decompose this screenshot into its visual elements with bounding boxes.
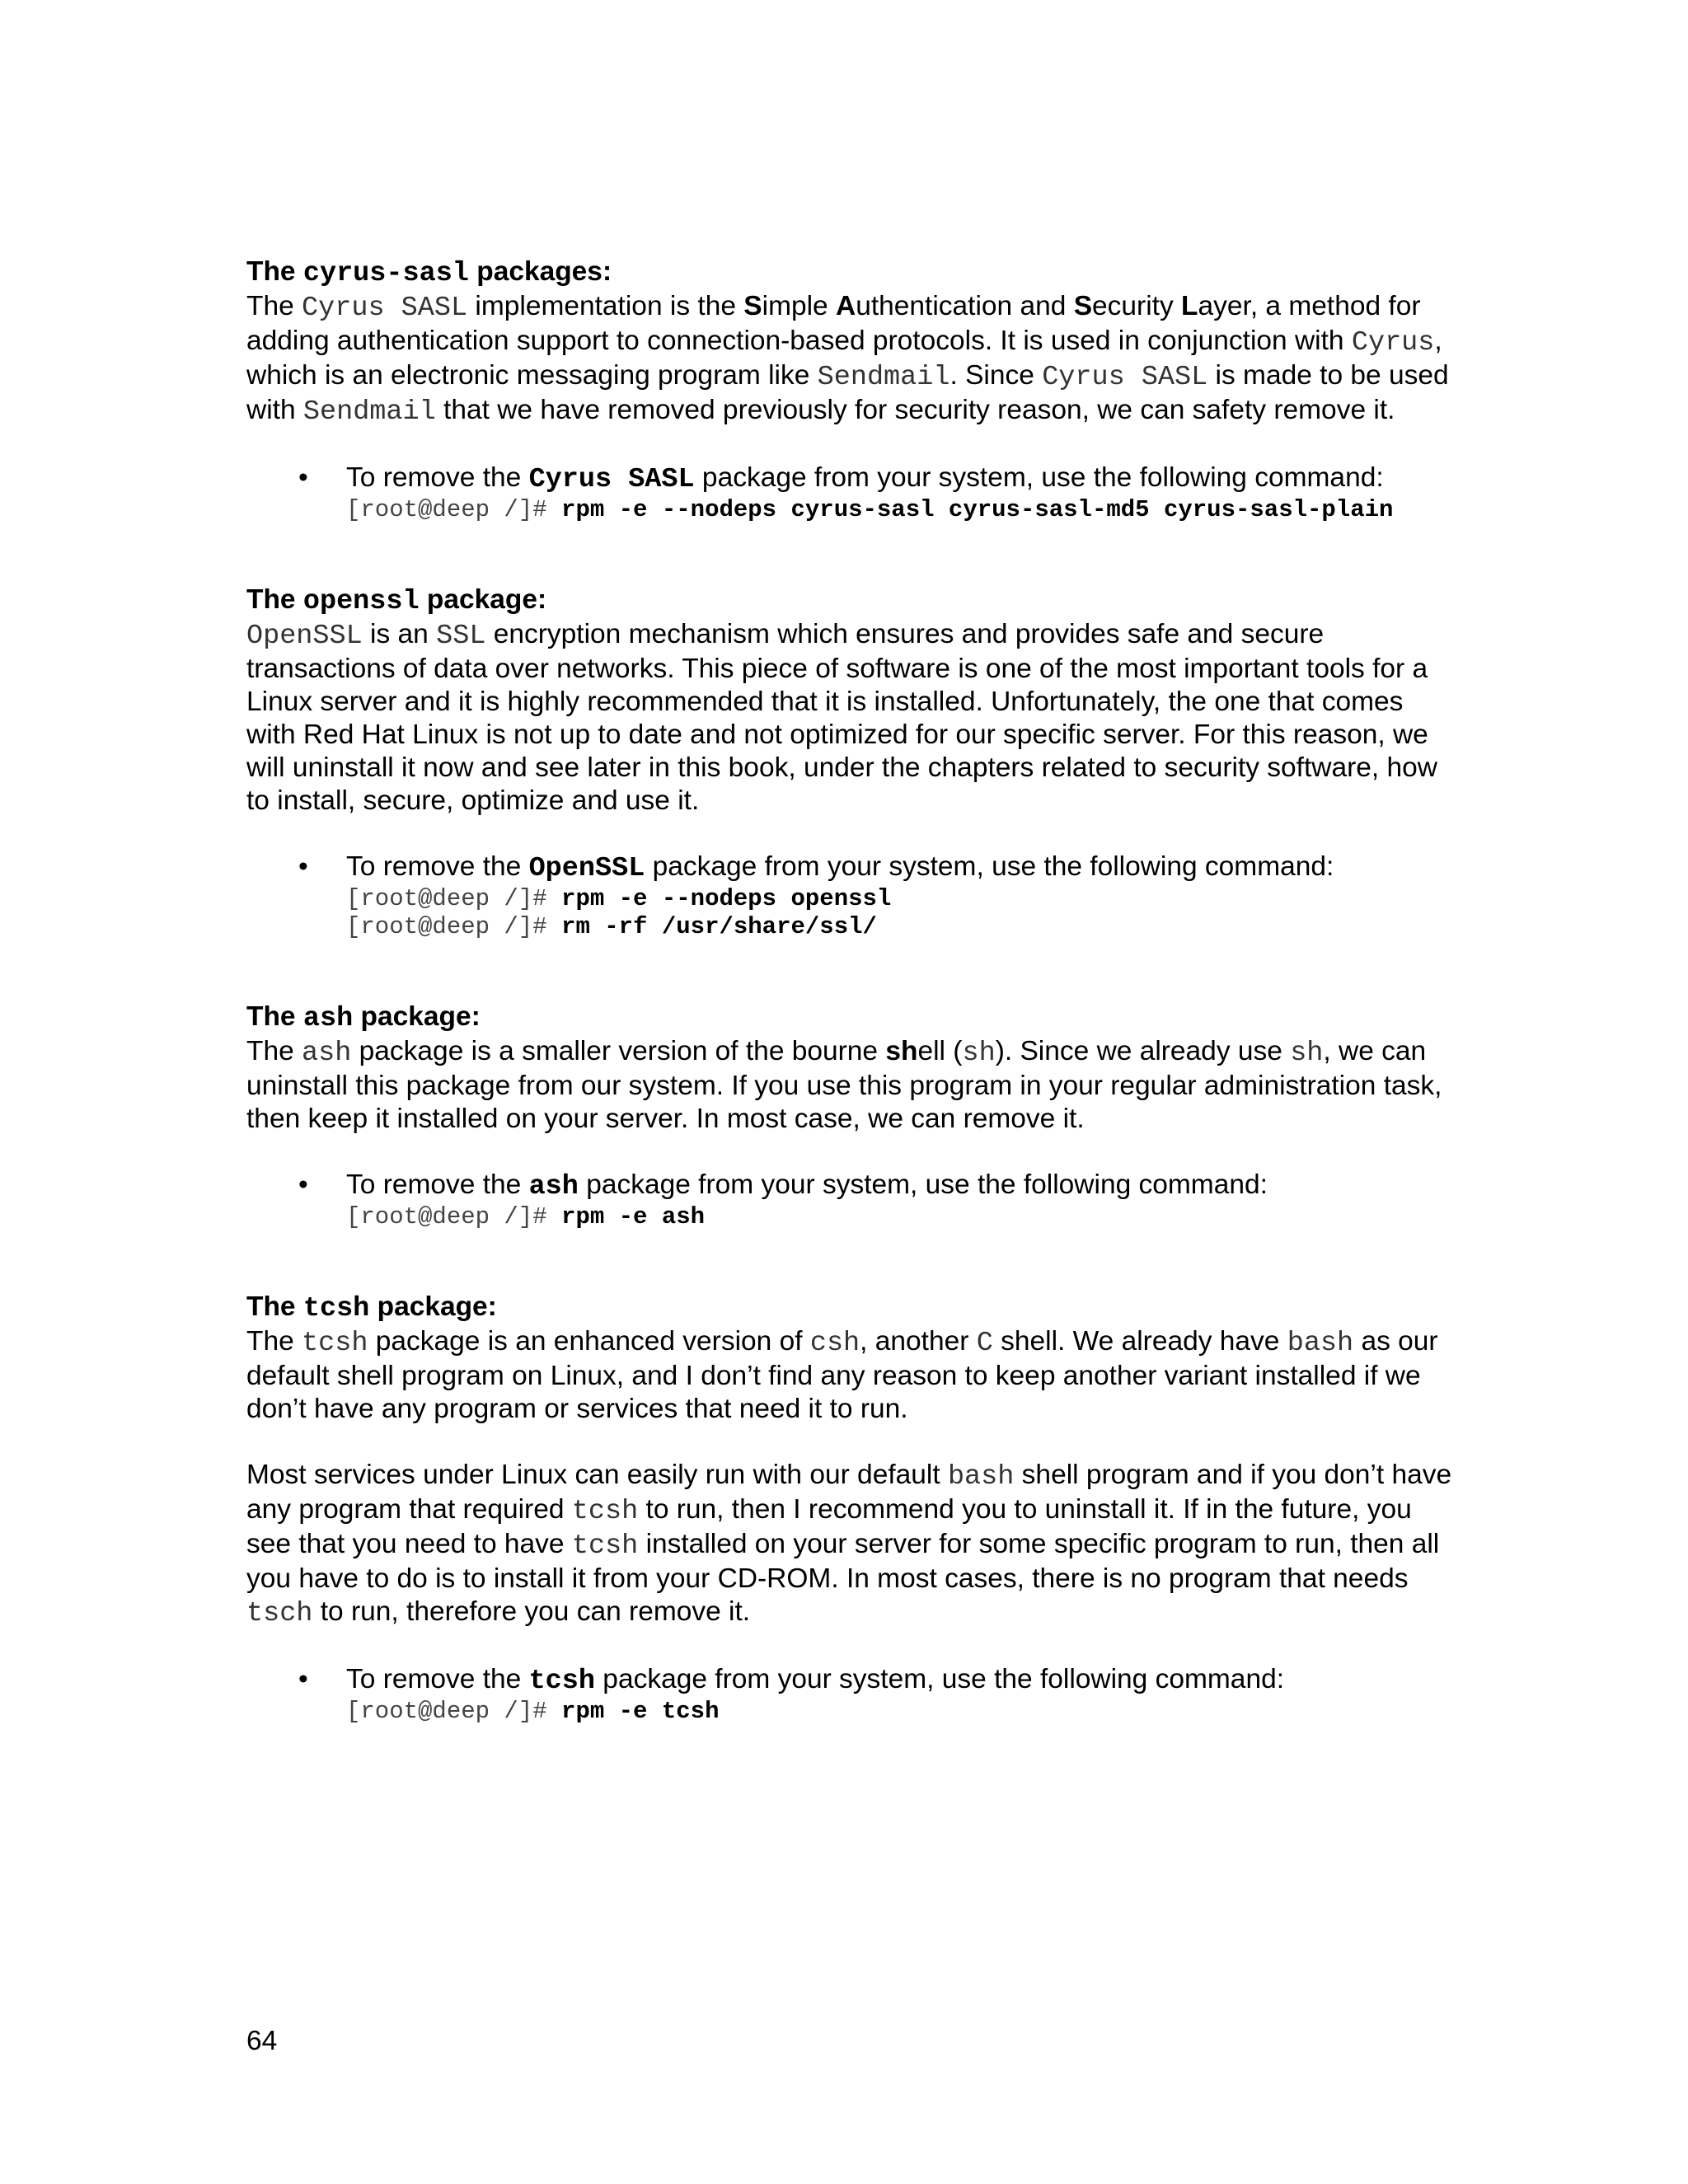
bullet-item: • To remove the tcsh package from your system, use the following command:: [298, 1664, 1285, 1697]
command-line: [root@deep /]# rpm -e --nodeps openssl: [346, 885, 892, 912]
command-line: [root@deep /]# rm -rf /usr/share/ssl/: [346, 913, 877, 940]
section-heading: The ash package:: [246, 1001, 481, 1034]
section-tcsh: [246, 1291, 1458, 1726]
command-line: [root@deep /]# rpm -e --nodeps cyrus-sasl cyrus-sasl-md5 cyrus-sasl-plain: [346, 496, 1394, 523]
command-line: [root@deep /]# rpm -e tcsh: [346, 1698, 720, 1725]
bullet-icon: •: [298, 462, 308, 493]
section-paragraph: Most services under Linux can easily run with our default bash shell program and if you don’t have any program that required tcsh to run, then I recommend you to uninstall it. If in the future, you see that you need to have tcsh installed on your server for some specific program to run, then all you have to do is to install it from your CD-ROM. In most cases, there is no program that needs tsch to run, therefore you can remove it.: [246, 1460, 1452, 1629]
bullet-item: • To remove the OpenSSL package from your system, use the following command:: [298, 851, 1334, 884]
section-cyrus-sasl: [246, 255, 1458, 524]
section-heading: The tcsh package:: [246, 1291, 497, 1324]
section-paragraph: The Cyrus SASL implementation is the Simple Authentication and Security Layer, a method for adding authentication support to connection-based protocols. It is used in conjunction with Cyrus, which is an electronic messaging program like Sendmail. Since Cyrus SASL is made to be used with Sendmail that we have removed previously for security reason, we can safety remove it.: [246, 291, 1449, 428]
section-heading: The cyrus-sasl packages:: [246, 256, 612, 289]
bullet-icon: •: [298, 1169, 308, 1200]
bullet-item: • To remove the Cyrus SASL package from your system, use the following command:: [298, 462, 1384, 495]
bullet-icon: •: [298, 851, 308, 882]
command-line: [root@deep /]# rpm -e ash: [346, 1203, 706, 1230]
section-paragraph: OpenSSL is an SSL encryption mechanism which ensures and provides safe and secure transactions of data over networks. This piece of software is one of the most important tools for a Linux server and it is highly recommended that it is installed. Unfortunately, the one that comes with Red Hat Linux is not up to date and not optimized for our specific server. For this reason, we will uninstall it now and see later in this book, under the chapters related to security software, how to install, secure, optimize and use it.: [246, 619, 1437, 816]
section-ash: [246, 1001, 1458, 1231]
bullet-item: • To remove the ash package from your system, use the following command:: [298, 1169, 1268, 1202]
page-content: [246, 255, 1458, 1726]
section-paragraph: The tcsh package is an enhanced version of csh, another C shell. We already have bash as our default shell program on Linux, and I don’t find any reason to keep another variant installed if we don’t have any program or services that need it to run.: [246, 1326, 1438, 1424]
page-number: 64: [246, 2026, 278, 2056]
section-openssl: [246, 583, 1458, 941]
section-heading: The openssl package:: [246, 584, 547, 617]
bullet-icon: •: [298, 1664, 308, 1694]
section-paragraph: The ash package is a smaller version of the bourne shell (sh). Since we already use sh, we can uninstall this package from our system. If you use this program in your regular administration task, then keep it installed on your server. In most case, we can remove it.: [246, 1036, 1442, 1134]
